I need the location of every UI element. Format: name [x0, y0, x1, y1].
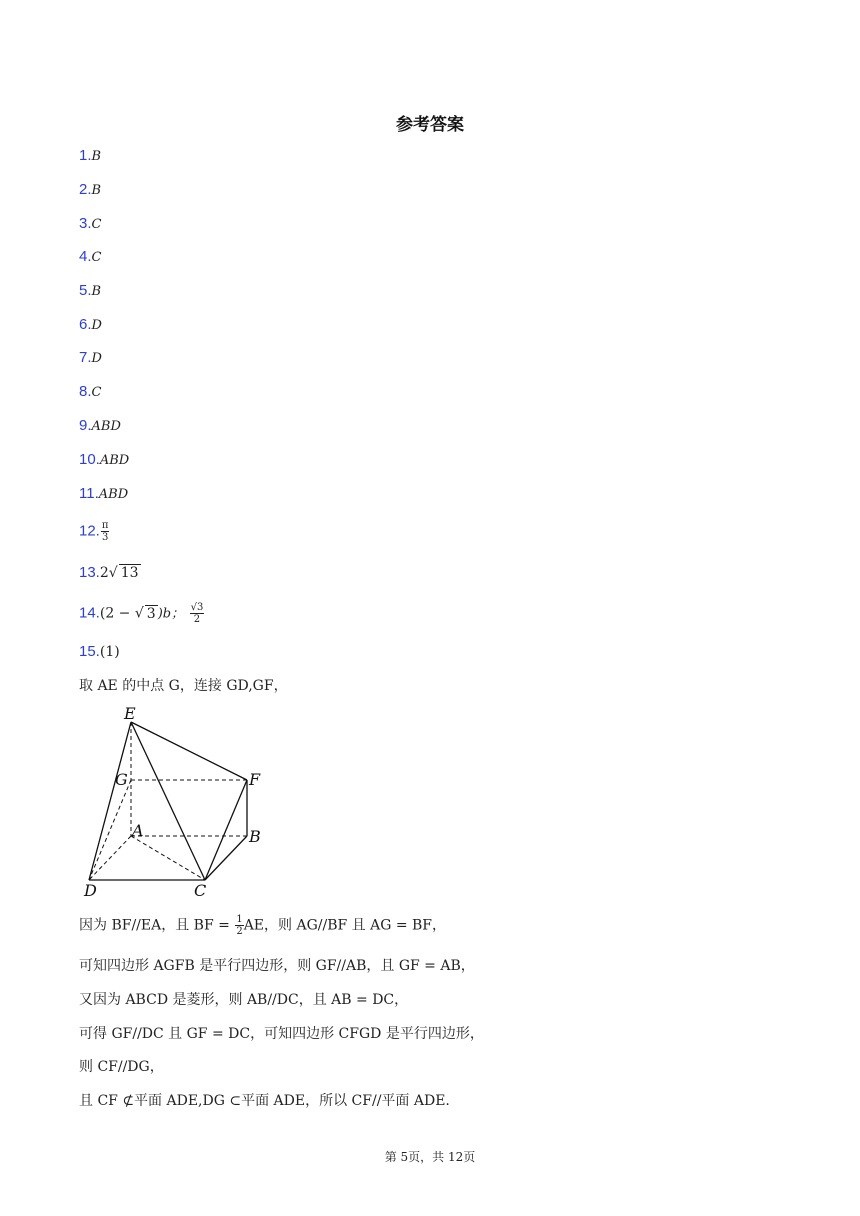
answer-item: 1.B — [79, 147, 102, 164]
fraction: $\frac{√3}{2}$ — [190, 602, 204, 625]
answer-item-15: 15.(1) — [79, 643, 120, 660]
label-G: G — [115, 770, 128, 789]
label-D: D — [84, 881, 97, 900]
solution-line-4: 可得 GF//DC 且 GF = DC，可知四边形 CFGD 是平行四边形， — [79, 1026, 484, 1042]
answer-item: 3.C — [79, 215, 102, 232]
answer-item-12: 12. $\frac{\pi}{3}$ — [79, 520, 109, 543]
fraction: $\frac{\pi}{3}$ — [101, 520, 109, 543]
page-footer: 第 5页，共 12页 — [384, 1150, 476, 1164]
label-B: B — [249, 827, 261, 846]
solution-line-1: 因为 BF//EA，且 BF = $\frac{1}{2}$ AE，则 AG//BF 且 AG = BF， — [79, 914, 447, 937]
answer-item: 5.B — [79, 282, 102, 299]
answer-item: 2.B — [79, 181, 102, 198]
answer-item-13: 13.2√ 13 — [79, 564, 139, 581]
solution-line-6: 且 CF ⊄平面 ADE,DG ⊂平面 ADE，所以 CF//平面 ADE. — [79, 1093, 450, 1109]
answer-item: 8.C — [79, 383, 102, 400]
page-title: 参考答案 — [396, 115, 464, 135]
answer-item: 6.D — [79, 316, 102, 333]
answer-item: 7.D — [79, 349, 102, 366]
label-A: A — [132, 821, 144, 840]
fraction: $\frac{1}{2}$ — [236, 914, 243, 937]
answer-item: 11.ABD — [79, 485, 129, 502]
solution-line-3: 又因为 ABCD 是菱形，则 AB//DC，且 AB = DC， — [79, 992, 409, 1008]
solution-line-2: 可知四边形 AGFB 是平行四边形，则 GF//AB，且 GF = AB， — [79, 958, 475, 974]
solution-line-5: 则 CF//DG， — [79, 1059, 164, 1075]
answer-item: 4.C — [79, 248, 102, 265]
label-F: F — [249, 770, 261, 789]
answer-item: 9.ABD — [79, 417, 121, 434]
answer-item: 10.ABD — [79, 451, 130, 468]
geometry-figure — [80, 702, 280, 902]
solution-intro: 取 AE 的中点 G，连接 GD,GF， — [79, 678, 288, 694]
label-E: E — [124, 704, 136, 723]
answer-item-14: 14.(2 − √ 3 )b； $\frac{√3}{2}$ — [79, 602, 204, 625]
label-C: C — [194, 881, 207, 900]
